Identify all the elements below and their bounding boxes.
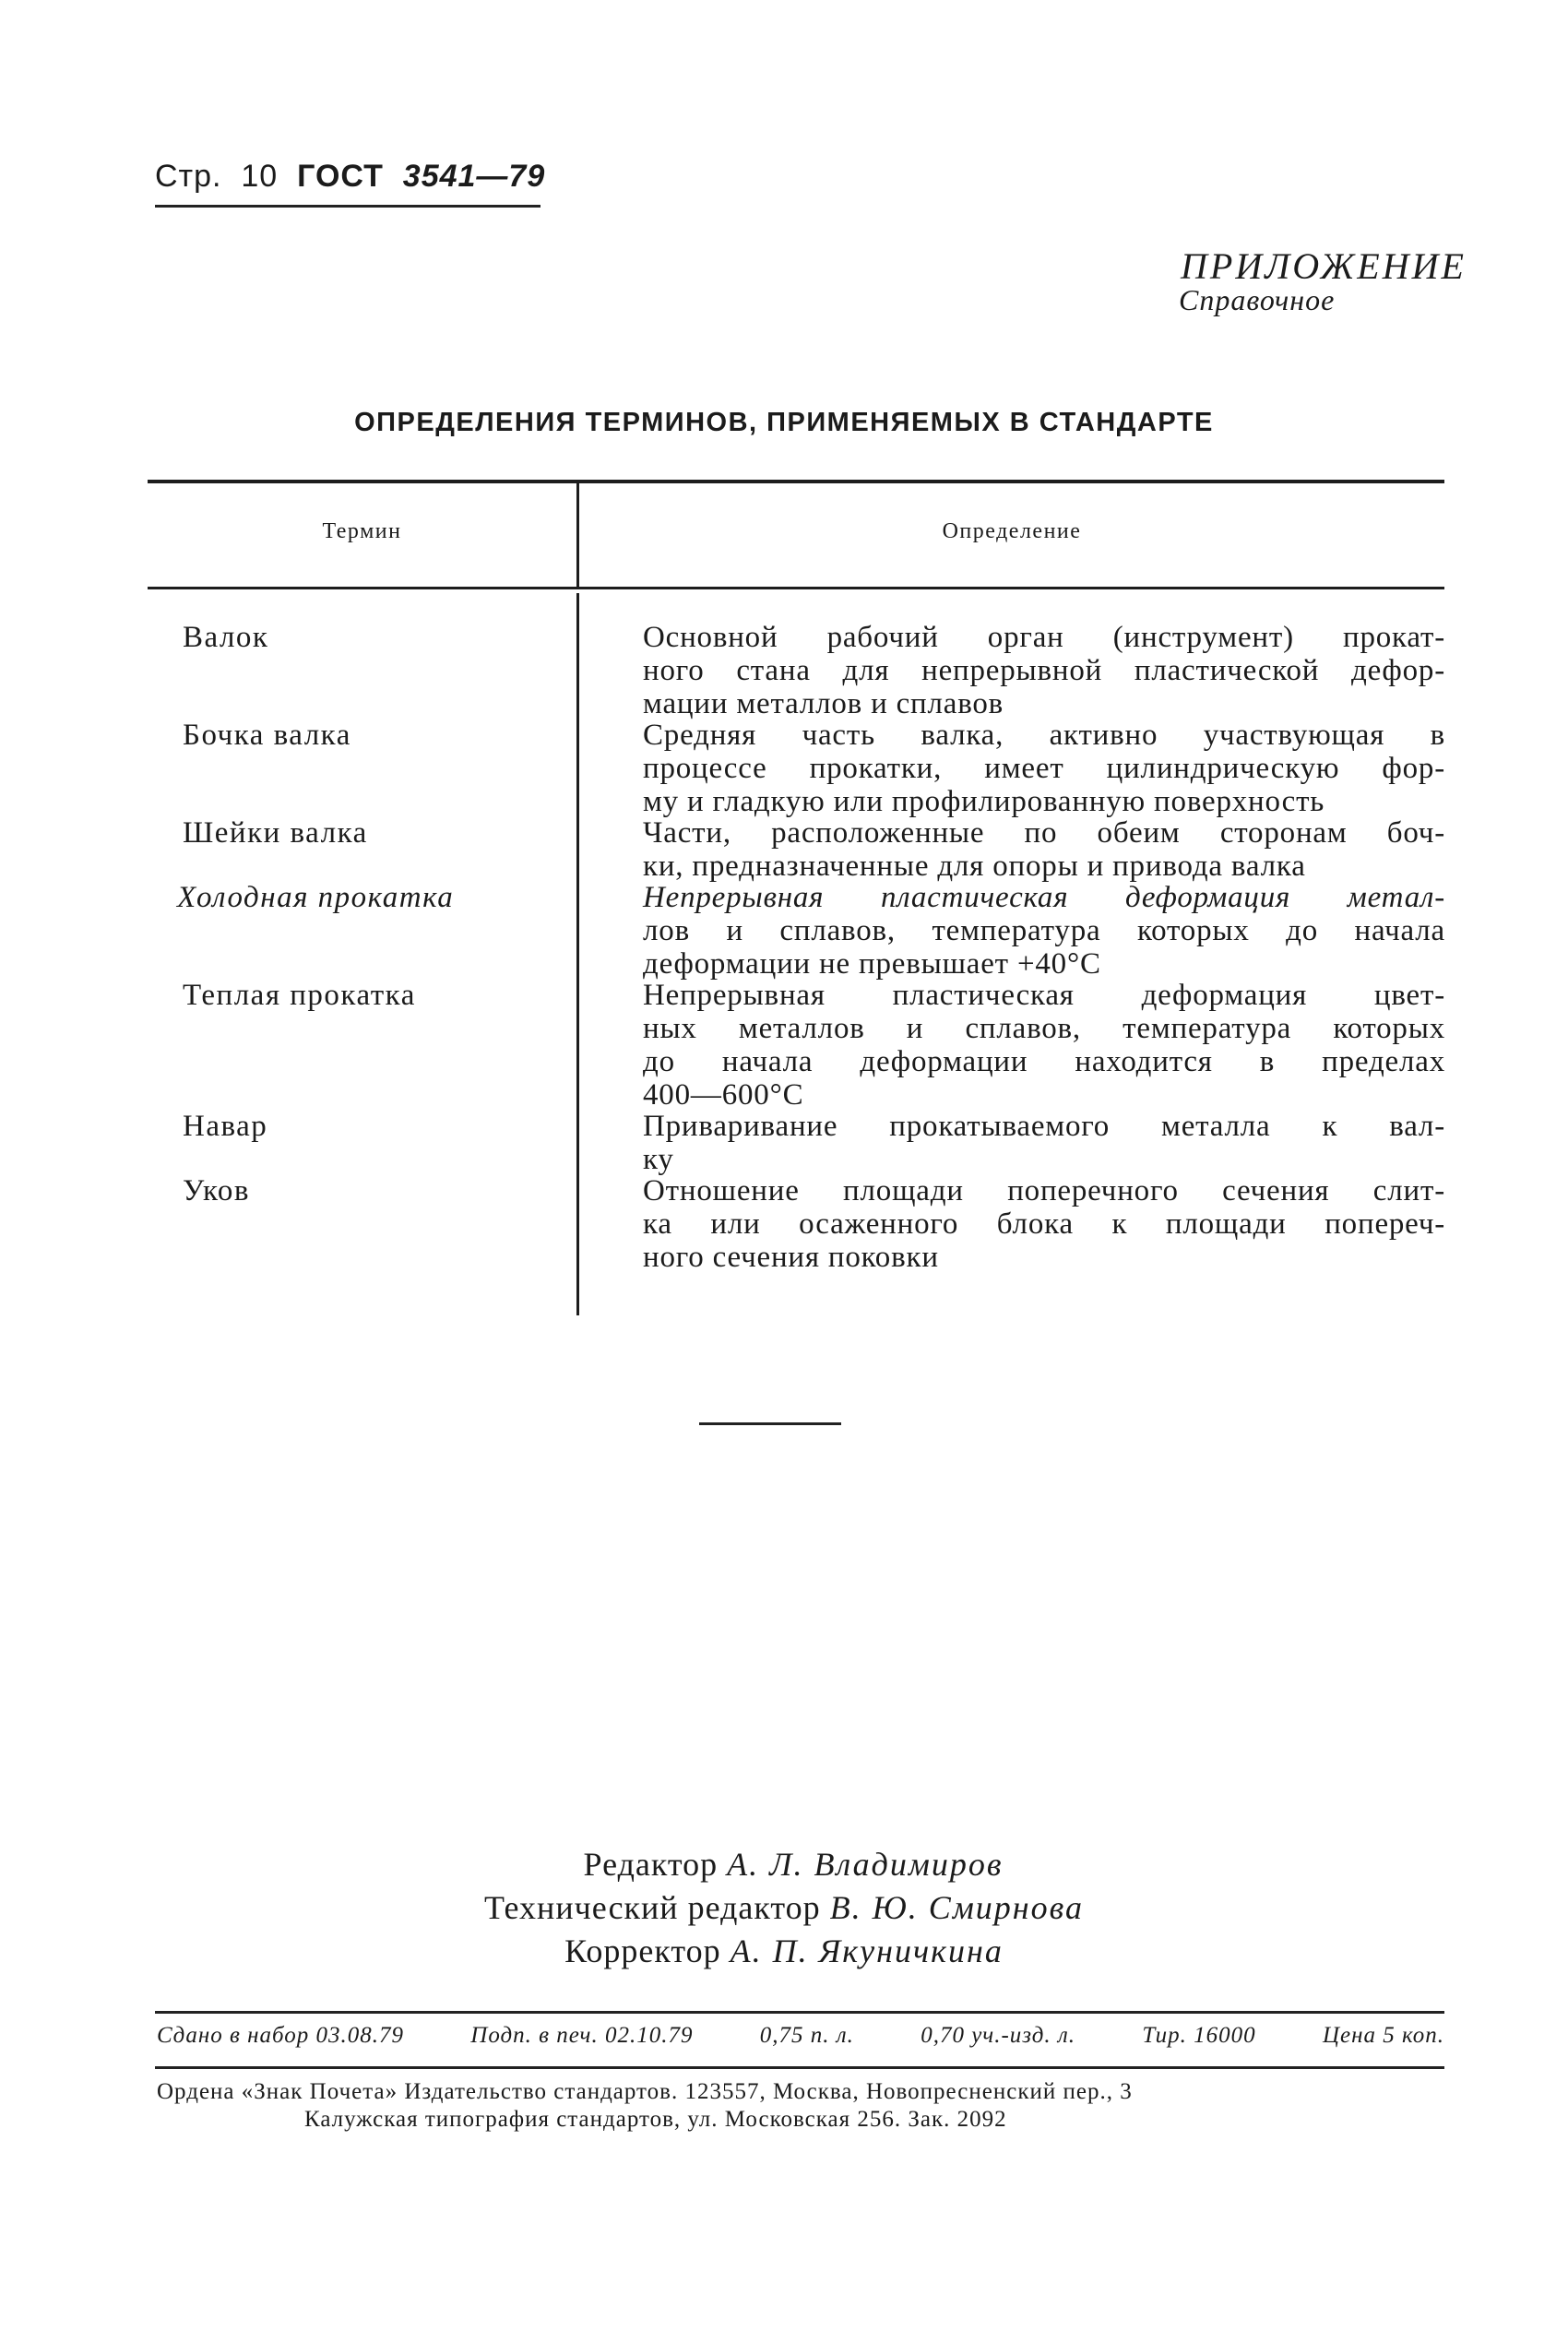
- imprint-part: Подп. в печ. 02.10.79: [470, 2023, 694, 2048]
- definition-line: Отношение площади поперечного сечения слит-: [643, 1174, 1445, 1207]
- table-body-divider: [576, 593, 579, 1315]
- credit-role: Редактор: [583, 1846, 719, 1883]
- imprint-print-details: [157, 2023, 1444, 2049]
- imprint-middle-rule: [155, 2066, 1444, 2069]
- definition-line: лов и сплавов, температура которых до начала: [643, 914, 1445, 947]
- table-header-rule: [148, 587, 1444, 589]
- table-row-definition: [643, 816, 1445, 883]
- table-row-term: Уков: [183, 1174, 250, 1207]
- credit-tech-editor: [0, 1888, 1568, 1927]
- table-row-term: Холодная прокатка: [177, 881, 455, 914]
- imprint-part: Цена 5 коп.: [1322, 2023, 1444, 2048]
- table-top-rule: [148, 480, 1444, 483]
- document-title: ОПРЕДЕЛЕНИЯ ТЕРМИНОВ, ПРИМЕНЯЕМЫХ В СТАНДАРТЕ: [354, 408, 1214, 437]
- page-number: 10: [241, 159, 279, 194]
- credit-role: Корректор: [564, 1933, 721, 1969]
- standard-label: ГОСТ: [297, 159, 384, 194]
- credit-person: А. П. Якуничкина: [730, 1933, 1004, 1969]
- imprint-part: Сдано в набор 03.08.79: [157, 2023, 404, 2048]
- credit-person: А. Л. Владимиров: [727, 1846, 1004, 1883]
- definition-line: Непрерывная пластическая деформация цвет-: [643, 979, 1445, 1012]
- credit-editor: [0, 1845, 1568, 1884]
- appendix-subtitle: Справочное: [1179, 283, 1336, 316]
- credit-corrector: [0, 1932, 1568, 1970]
- definition-line: ка или осаженного блока к площади попереч-: [643, 1207, 1445, 1241]
- definition-line: ки, предназначенные для опоры и привода валка: [643, 850, 1306, 883]
- table-row-definition: [643, 1110, 1445, 1176]
- table-row-definition: [643, 1174, 1445, 1274]
- imprint-part: 0,70 уч.-изд. л.: [921, 2023, 1076, 2048]
- table-row-term: Теплая прокатка: [183, 979, 416, 1012]
- table-row-term: Шейки валка: [183, 816, 368, 850]
- table-row-term: Навар: [183, 1110, 268, 1143]
- definition-line: ного сечения поковки: [643, 1241, 939, 1274]
- definition-line: мации металлов и сплавов: [643, 687, 1004, 720]
- definition-line: деформации не превышает +40°С: [643, 947, 1101, 981]
- definition-line: до начала деформации находится в пределах: [643, 1045, 1445, 1078]
- imprint-publisher: Ордена «Знак Почета» Издательство стандартов. 123557, Москва, Новопресненский пер., 3: [157, 2079, 1133, 2104]
- imprint-part: Тир. 16000: [1142, 2023, 1256, 2048]
- definition-line: Части, расположенные по обеим сторонам боч-: [643, 816, 1445, 850]
- page-header: [155, 159, 545, 195]
- column-header-definition: Определение: [942, 519, 1082, 543]
- definition-line: му и гладкую или профилированную поверхность: [643, 785, 1325, 818]
- credit-person: В. Ю. Смирнова: [829, 1889, 1085, 1926]
- table-row-term: Валок: [183, 621, 269, 654]
- table-row-term: Бочка валка: [183, 719, 351, 752]
- definition-line: Непрерывная пластическая деформация метал-: [643, 881, 1445, 914]
- imprint-printer: Калужская типография стандартов, ул. Московская 256. Зак. 2092: [304, 2107, 1007, 2132]
- imprint-part: 0,75 п. л.: [759, 2023, 854, 2048]
- table-row-definition: [643, 979, 1445, 1112]
- table-row-definition: [643, 881, 1445, 981]
- table-row-definition: [643, 621, 1445, 720]
- definition-line: ных металлов и сплавов, температура которых: [643, 1012, 1445, 1045]
- definition-line: процессе прокатки, имеет цилиндрическую фор-: [643, 752, 1445, 785]
- appendix-title: ПРИЛОЖЕНИЕ: [1181, 245, 1467, 287]
- definition-line: Приваривание прокатываемого металла к вал-: [643, 1110, 1445, 1143]
- page-label: Стр.: [155, 159, 222, 194]
- definition-line: ку: [643, 1143, 674, 1176]
- definition-line: Основной рабочий орган (инструмент) прокат-: [643, 621, 1445, 654]
- table-row-definition: [643, 719, 1445, 818]
- section-separator: [699, 1422, 841, 1425]
- definition-line: 400—600°С: [643, 1078, 804, 1112]
- header-rule: [155, 205, 540, 208]
- standard-number: 3541—79: [402, 159, 546, 194]
- column-header-term: Термин: [322, 519, 402, 543]
- definition-line: Средняя часть валка, активно участвующая в: [643, 719, 1445, 752]
- credit-role: Технический редактор: [483, 1889, 821, 1926]
- imprint-top-rule: [155, 2011, 1444, 2014]
- definition-line: ного стана для непрерывной пластической дефор-: [643, 654, 1445, 687]
